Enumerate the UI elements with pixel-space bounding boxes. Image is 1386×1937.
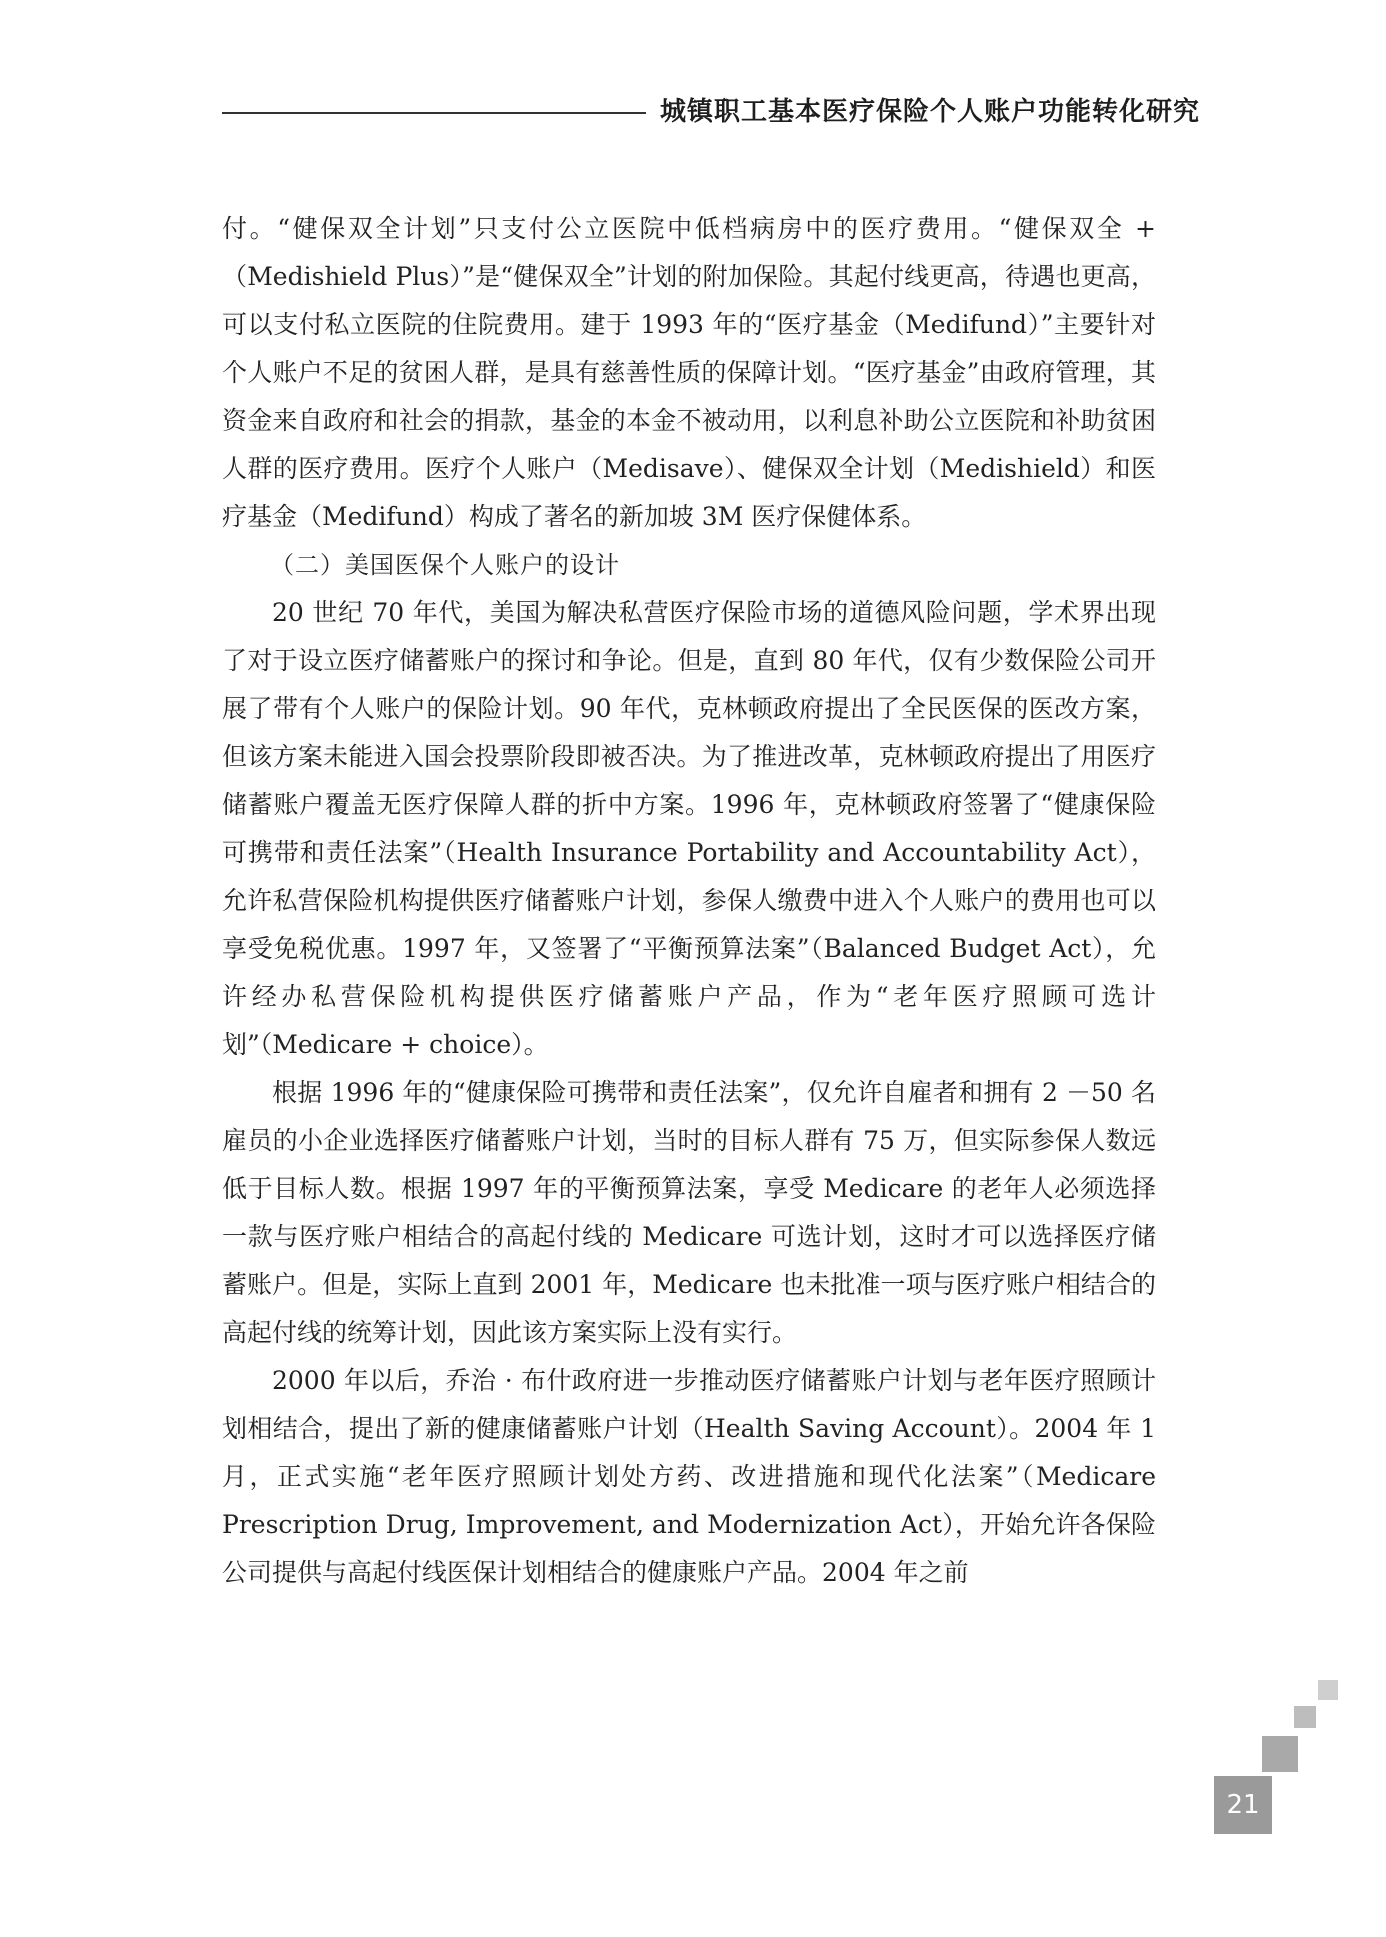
page-number: 21 bbox=[1214, 1776, 1272, 1834]
paragraph-us-history: 20 世纪 70 年代，美国为解决私营医疗保险市场的道德风险问题，学术界出现了对于设立医疗储蓄账户的探讨和争论。但是，直到 80 年代，仅有少数保险公司开展了带有个人账户的保险计划。90 年代，克林顿政府提出了全民医保的医改方案，但该方案未能进入国会投票阶段即被否决。为了推进改革，克林顿政府提出了用医疗储蓄账户覆盖无医疗保障人群的折中方案。1996 年，克林顿政府签署了“健康保险可携带和责任法案”（Health Insurance Portability and Accountability Act），允许私营保险机构提供医疗储蓄账户计划，参保人缴费中进入个人账户的费用也可以享受免税优惠。1997 年，又签署了“平衡预算法案”（Balanced Budget Act），允许经办私营保险机构提供医疗储蓄账户产品，作为“老年医疗照顾可选计划”（Medicare + choice）。 bbox=[222, 598, 1156, 1059]
paragraph-2000-bush: 2000 年以后，乔治 · 布什政府进一步推动医疗储蓄账户计划与老年医疗照顾计划相结合，提出了新的健康储蓄账户计划（Health Saving Account）。2004 年 1 月，正式实施“老年医疗照顾计划处方药、改进措施和现代化法案”（Medicare Prescription Drug, Improvement, and Modernization Act），开始允许各保险公司提供与高起付线医保计划相结合的健康账户产品。2004 年之前 bbox=[222, 1366, 1156, 1587]
decorative-square bbox=[1294, 1706, 1316, 1728]
paragraph-singapore-3m: 付。“健保双全计划”只支付公立医院中低档病房中的医疗费用。“健保双全 +（Medishield Plus）”是“健保双全”计划的附加保险。其起付线更高，待遇也更高，可以支付私立医院的住院费用。建于 1993 年的“医疗基金（Medifund）”主要针对个人账户不足的贫困人群，是具有慈善性质的保障计划。“医疗基金”由政府管理，其资金来自政府和社会的捐款，基金的本金不被动用，以利息补助公立医院和补助贫困人群的医疗费用。医疗个人账户（Medisave）、健保双全计划（Medishield）和医疗基金（Medifund）构成了著名的新加坡 3M 医疗保健体系。 bbox=[222, 214, 1156, 531]
body-text bbox=[222, 205, 1156, 1597]
decorative-square bbox=[1262, 1736, 1298, 1772]
running-header-title: 城镇职工基本医疗保险个人账户功能转化研究 bbox=[660, 97, 1201, 127]
paragraph-1996-act: 根据 1996 年的“健康保险可携带和责任法案”，仅允许自雇者和拥有 2 －50 名雇员的小企业选择医疗储蓄账户计划，当时的目标人群有 75 万，但实际参保人数远低于目标人数。根据 1997 年的平衡预算法案，享受 Medicare 的老年人必须选择一款与医疗账户相结合的高起付线的 Medicare 可选计划，这时才可以选择医疗储蓄账户。但是，实际上直到 2001 年，Medicare 也未批准一项与医疗账户相结合的高起付线的统筹计划，因此该方案实际上没有实行。 bbox=[222, 1078, 1156, 1347]
decorative-square bbox=[1318, 1680, 1338, 1700]
section-heading: （二）美国医保个人账户的设计 bbox=[270, 551, 620, 579]
header-rule bbox=[222, 112, 646, 114]
